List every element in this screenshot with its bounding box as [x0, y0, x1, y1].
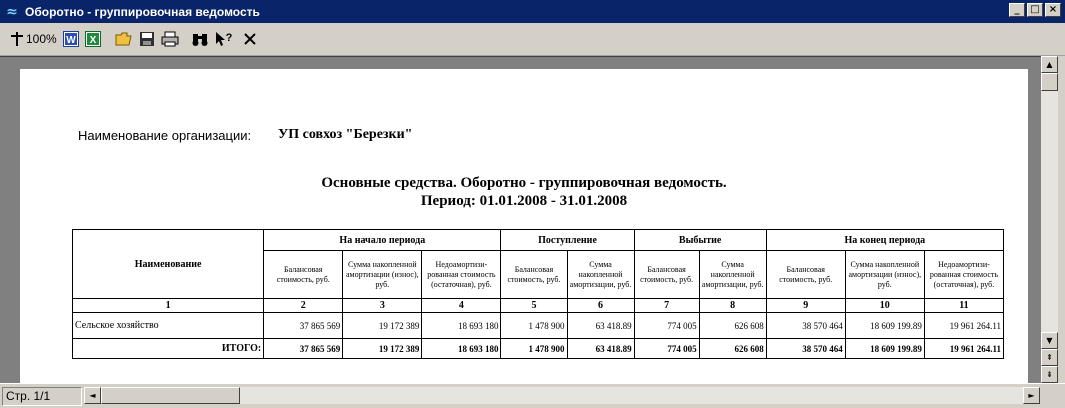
status-bar [0, 383, 1065, 408]
svg-text:X: X [89, 35, 97, 46]
find-icon [191, 31, 209, 47]
close-icon [243, 32, 257, 46]
zoom-level: 100% [26, 32, 57, 46]
total-row [73, 339, 1004, 359]
total-cell: 38 570 464 [766, 339, 845, 359]
table-cell: 19 961 264.11 [924, 313, 1003, 339]
col-number: 7 [634, 299, 699, 313]
excel-export-button[interactable] [85, 28, 101, 50]
title-bar[interactable] [0, 0, 1065, 23]
table-row [73, 313, 1004, 339]
total-cell: 774 005 [634, 339, 699, 359]
save-icon [139, 31, 155, 47]
zoom-button[interactable] [10, 28, 57, 50]
svg-text:?: ? [225, 32, 233, 44]
sub-header: Балансовая стоимость, руб. [501, 251, 567, 299]
save-button[interactable] [139, 28, 155, 50]
col-header-name: Наименование [73, 230, 264, 299]
table-cell: 38 570 464 [766, 313, 845, 339]
page-down-button[interactable]: ⇟ [1041, 366, 1058, 383]
window-title: Оборотно - группировочная ведомость [25, 4, 260, 19]
org-label: Наименование организации: [78, 128, 252, 143]
sub-header: Балансовая стоимость, руб. [766, 251, 845, 299]
zoom-icon [10, 31, 24, 47]
word-export-icon [63, 31, 79, 47]
open-folder-icon [115, 31, 133, 47]
col-number: 4 [422, 299, 501, 313]
horizontal-scrollbar[interactable] [84, 387, 1040, 404]
col-number: 3 [343, 299, 422, 313]
table-cell: 774 005 [634, 313, 699, 339]
total-cell: 19 172 389 [343, 339, 422, 359]
page-up-button[interactable]: ⇞ [1041, 349, 1058, 366]
table-cell: 1 478 900 [501, 313, 567, 339]
window-frame-right [1058, 56, 1065, 408]
find-button[interactable] [191, 28, 209, 50]
open-button[interactable] [115, 28, 133, 50]
col-number: 10 [845, 299, 924, 313]
total-cell: 18 693 180 [422, 339, 501, 359]
group-header: На начало периода [264, 230, 501, 251]
table-cell: 18 693 180 [422, 313, 501, 339]
col-number: 5 [501, 299, 567, 313]
row-name: Сельское хозяйство [73, 313, 264, 339]
report-page [20, 69, 1028, 385]
window-controls [1007, 3, 1061, 17]
help-pointer-icon [215, 31, 233, 47]
sub-header: Сумма накопленной амортизации (износ), руб. [845, 251, 924, 299]
total-cell: 63 418.89 [567, 339, 634, 359]
app-logo-icon[interactable]: ≈ [6, 3, 18, 20]
table-cell: 18 609 199.89 [845, 313, 924, 339]
context-help-button[interactable] [215, 28, 233, 50]
col-number: 1 [73, 299, 264, 313]
page-indicator: Стр. 1/1 [2, 387, 82, 406]
group-header: Поступление [501, 230, 634, 251]
table-cell: 19 172 389 [343, 313, 422, 339]
excel-export-icon [85, 31, 101, 47]
total-cell: 18 609 199.89 [845, 339, 924, 359]
col-number: 9 [766, 299, 845, 313]
table-cell: 37 865 569 [264, 313, 343, 339]
close-button[interactable]: × [1045, 3, 1061, 17]
report-title: Основные средства. Оборотно - группировочная ведомость. [321, 175, 727, 191]
sub-header: Балансовая стоимость, руб. [634, 251, 699, 299]
org-name: УП совхоз "Березки" [278, 127, 413, 142]
scroll-down-button[interactable]: ▼ [1041, 332, 1058, 349]
close-preview-button[interactable] [243, 28, 257, 50]
scroll-right-button[interactable]: ► [1023, 387, 1040, 404]
horizontal-scroll-thumb[interactable] [101, 387, 240, 404]
group-header: На конец периода [766, 230, 1003, 251]
svg-text:W: W [65, 35, 76, 46]
header-row [73, 230, 1004, 251]
sub-header: Недоамортизи-рованная стоимость (остаточная), руб. [422, 251, 501, 299]
col-number: 11 [924, 299, 1003, 313]
word-export-button[interactable] [63, 28, 79, 50]
vertical-scroll-thumb[interactable] [1041, 73, 1058, 91]
scroll-left-button[interactable]: ◄ [84, 387, 101, 404]
preview-area[interactable] [0, 56, 1041, 383]
sub-header: Сумма накопленной амортизации, руб. [567, 251, 634, 299]
column-number-row [73, 299, 1004, 313]
sub-header: Сумма накопленной амортизации, руб. [699, 251, 766, 299]
toolbar [0, 23, 1065, 56]
col-number: 6 [567, 299, 634, 313]
total-cell: 626 608 [699, 339, 766, 359]
minimize-button[interactable]: _ [1009, 3, 1025, 17]
col-number: 2 [264, 299, 343, 313]
vertical-scrollbar[interactable] [1041, 56, 1058, 383]
table-cell: 626 608 [699, 313, 766, 339]
report-period: Период: 01.01.2008 - 31.01.2008 [420, 193, 628, 209]
table-cell: 63 418.89 [567, 313, 634, 339]
sub-header: Балансовая стоимость, руб. [264, 251, 343, 299]
total-cell: 19 961 264.11 [924, 339, 1003, 359]
group-header: Выбытие [634, 230, 766, 251]
print-icon [161, 31, 179, 47]
sub-header: Недоамортизи-рованная стоимость (остаточная), руб. [924, 251, 1003, 299]
total-cell: 1 478 900 [501, 339, 567, 359]
scroll-up-button[interactable]: ▲ [1041, 56, 1058, 73]
report-table [72, 229, 1004, 359]
maximize-button[interactable]: □ [1027, 3, 1043, 17]
sub-header: Сумма накопленной амортизации (износ), руб. [343, 251, 422, 299]
total-label: ИТОГО: [73, 339, 264, 359]
col-number: 8 [699, 299, 766, 313]
total-cell: 37 865 569 [264, 339, 343, 359]
print-button[interactable] [161, 28, 179, 50]
